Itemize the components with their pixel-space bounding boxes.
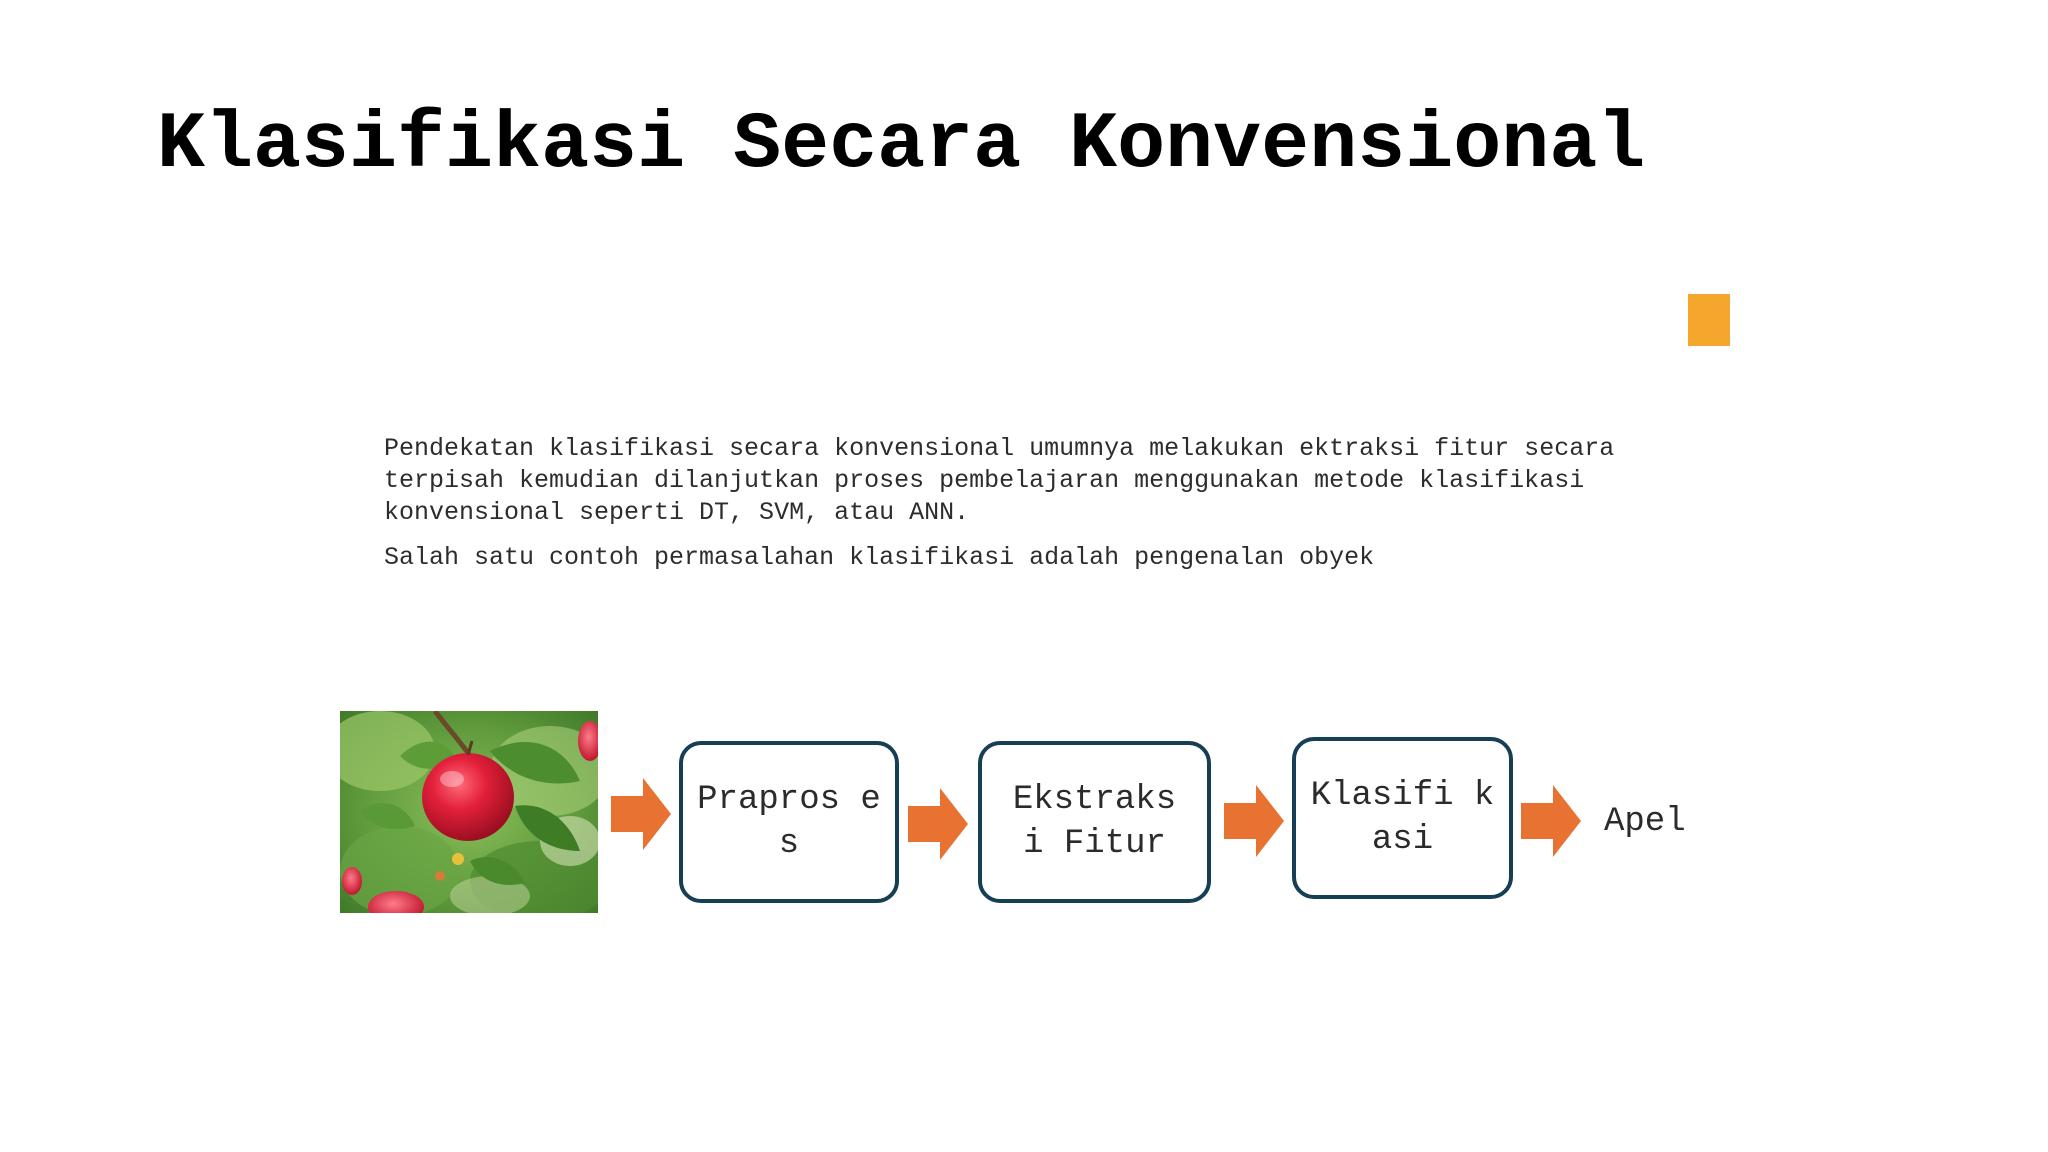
accent-square	[1688, 294, 1730, 346]
step-prapros-box	[679, 741, 899, 903]
flow-arrow-icon	[611, 778, 671, 850]
step-klasifikasi-box	[1292, 737, 1513, 899]
flow-arrow-icon	[1224, 785, 1284, 857]
slide-title: Klasifikasi Secara Konvensional	[157, 100, 1646, 191]
body-text	[384, 433, 1664, 587]
flow-arrow-icon	[1521, 785, 1581, 857]
flow-arrow-icon	[908, 788, 968, 860]
paragraph-example: Salah satu contoh permasalahan klasifikasi adalah pengenalan obyek	[384, 543, 1375, 572]
step-label: Ekstraks i Fitur	[1012, 781, 1177, 863]
step-label: Klasifi kasi	[1310, 777, 1495, 859]
apple-image	[340, 711, 598, 913]
result-label: Apel	[1604, 803, 1686, 841]
red-apple-on-tree-photo-icon	[340, 711, 598, 913]
step-ekstraksi-box	[978, 741, 1211, 903]
paragraph-description: Pendekatan klasifikasi secara konvensional umumnya melakukan ektraksi fitur secara terpisah kemudian dilanjutkan proses pembelajaran menggunakan metode klasifikasi konvensional seperti DT, SVM, atau ANN.	[384, 434, 1615, 527]
step-label: Prapros es	[697, 781, 881, 863]
